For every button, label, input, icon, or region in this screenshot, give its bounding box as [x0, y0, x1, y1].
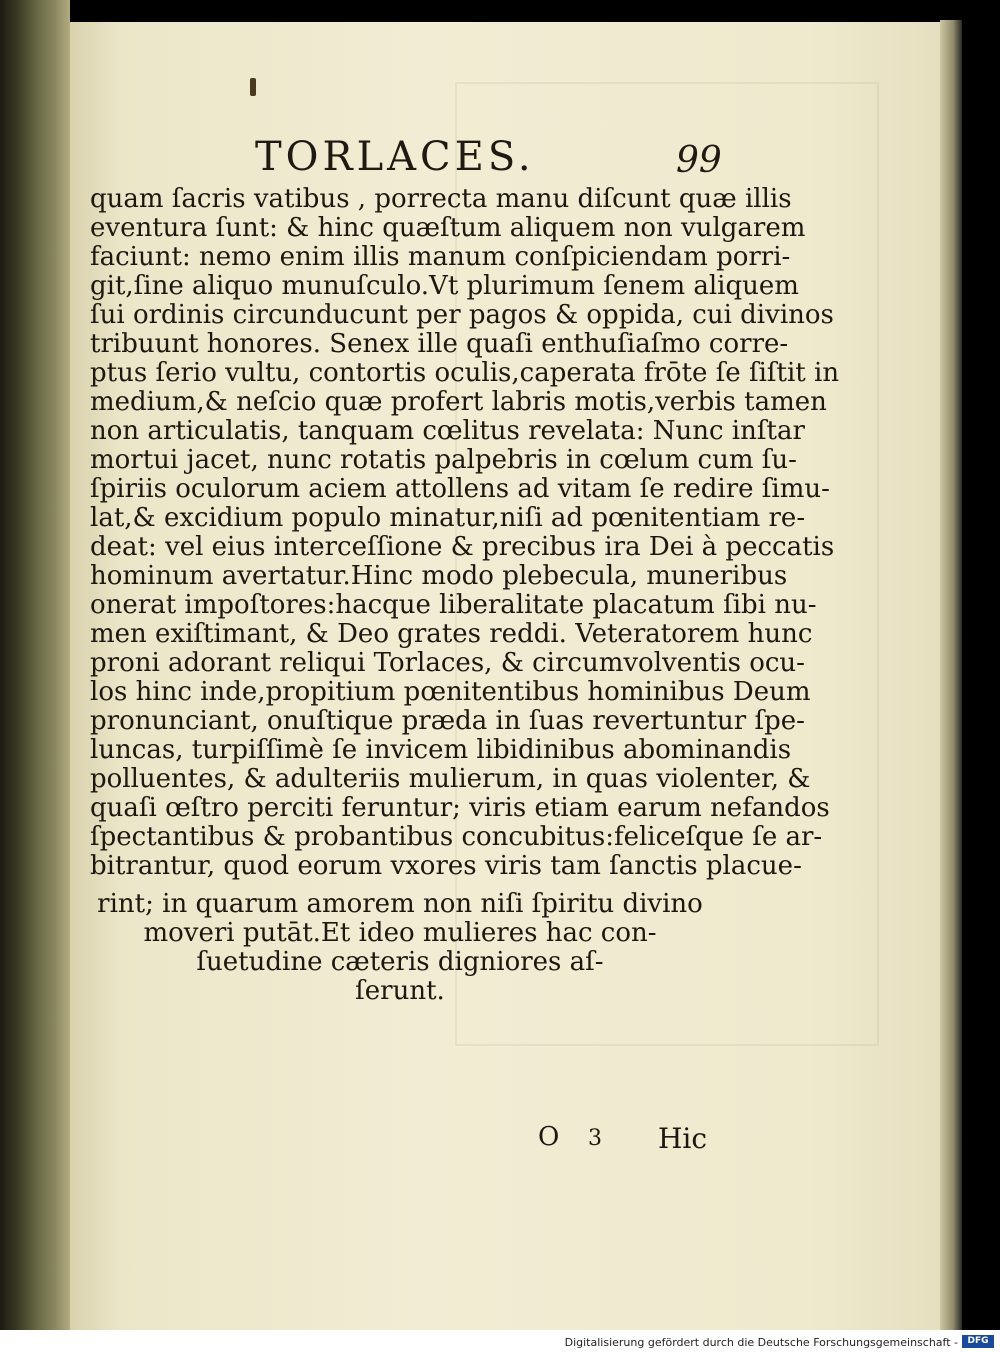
text-line: bitrantur, quod eorum vxores viris tam ſanctis placue-	[90, 851, 802, 881]
signature-mark: O	[538, 1122, 560, 1152]
text-line: ſui ordinis circunducunt per pagos & oppida, cui divinos	[90, 300, 834, 330]
text-line-tail: moveri putāt.Et ideo mulieres hac con-	[143, 918, 657, 948]
text-line: git,ſine aliquo munuſculo.Vt plurimum ſenem aliquem	[90, 271, 799, 301]
text-line: ptus ſerio vultu, contortis oculis,caperata frōte ſe ſiſtit in	[90, 358, 840, 388]
text-line: lat,& excidium populo minatur,niſi ad pœnitentiam re-	[90, 503, 806, 533]
signature-number: 3	[588, 1126, 602, 1151]
text-line: proni adorant reliqui Torlaces, & circumvolventis ocu-	[90, 648, 805, 678]
book-page	[70, 22, 940, 1330]
credit-text: Digitalisierung gefördert durch die Deutsche Forschungsgemeinschaft -	[564, 1336, 958, 1349]
text-line: deat: vel eius interceſſione & precibus ira Dei à peccatis	[90, 532, 835, 562]
text-line: mortui jacet, nunc rotatis palpebris in cœlum cum ſu-	[90, 445, 797, 475]
text-line: polluentes, & adulteriis mulierum, in quas violenter, &	[90, 764, 811, 794]
text-line: medium,& neſcio quæ profert labris motis,verbis tamen	[90, 387, 827, 417]
text-line: hominum avertatur.Hinc modo plebecula, muneribus	[90, 561, 788, 591]
text-line: quam ſacris vatibus , porrecta manu diſcunt quæ illis	[90, 184, 792, 214]
ink-mark	[250, 78, 256, 96]
text-line: eventura ſunt: & hinc quæſtum aliquem non vulgarem	[90, 213, 806, 243]
page-edge	[940, 20, 962, 1330]
text-line: los hinc inde,propitium pœnitentibus hominibus Deum	[90, 677, 811, 707]
text-line: non articulatis, tanquam cœlitus revelata: Nunc inſtar	[90, 416, 805, 446]
page-number: 99	[676, 140, 722, 181]
text-line: faciunt: nemo enim illis manum conſpiciendam porri-	[90, 242, 791, 272]
text-line: quaſi œſtro perciti feruntur; viris etiam earum nefandos	[90, 793, 830, 823]
dfg-logo-icon: DFG	[962, 1335, 994, 1348]
text-line-tail: ſerunt.	[355, 976, 445, 1006]
book-spine	[0, 0, 70, 1330]
text-line-tail: ſuetudine cæteris digniores aſ-	[196, 947, 604, 977]
text-line: luncas, turpiſſimè ſe invicem libidinibus abominandis	[90, 735, 792, 765]
text-line: onerat impoſtores:hacque liberalitate placatum ſibi nu-	[90, 590, 817, 620]
text-line: tribuunt honores. Senex ille quaſi enthuſiaſmo corre-	[90, 329, 789, 359]
text-line: ſpectantibus & probantibus concubitus:feliceſque ſe ar-	[90, 822, 823, 852]
running-title: TORLACES.	[255, 134, 535, 180]
text-line-tail: rint; in quarum amorem non niſi ſpiritu divino	[97, 889, 703, 919]
text-line: ſpiriis oculorum aciem attollens ad vitam ſe redire ſimu-	[90, 474, 830, 504]
catchword: Hic	[658, 1122, 708, 1155]
text-line: pronunciant, onuſtique præda in ſuas revertuntur ſpe-	[90, 706, 805, 736]
text-line: men exiſtimant, & Deo grates reddi. Veteratorem hunc	[90, 619, 813, 649]
